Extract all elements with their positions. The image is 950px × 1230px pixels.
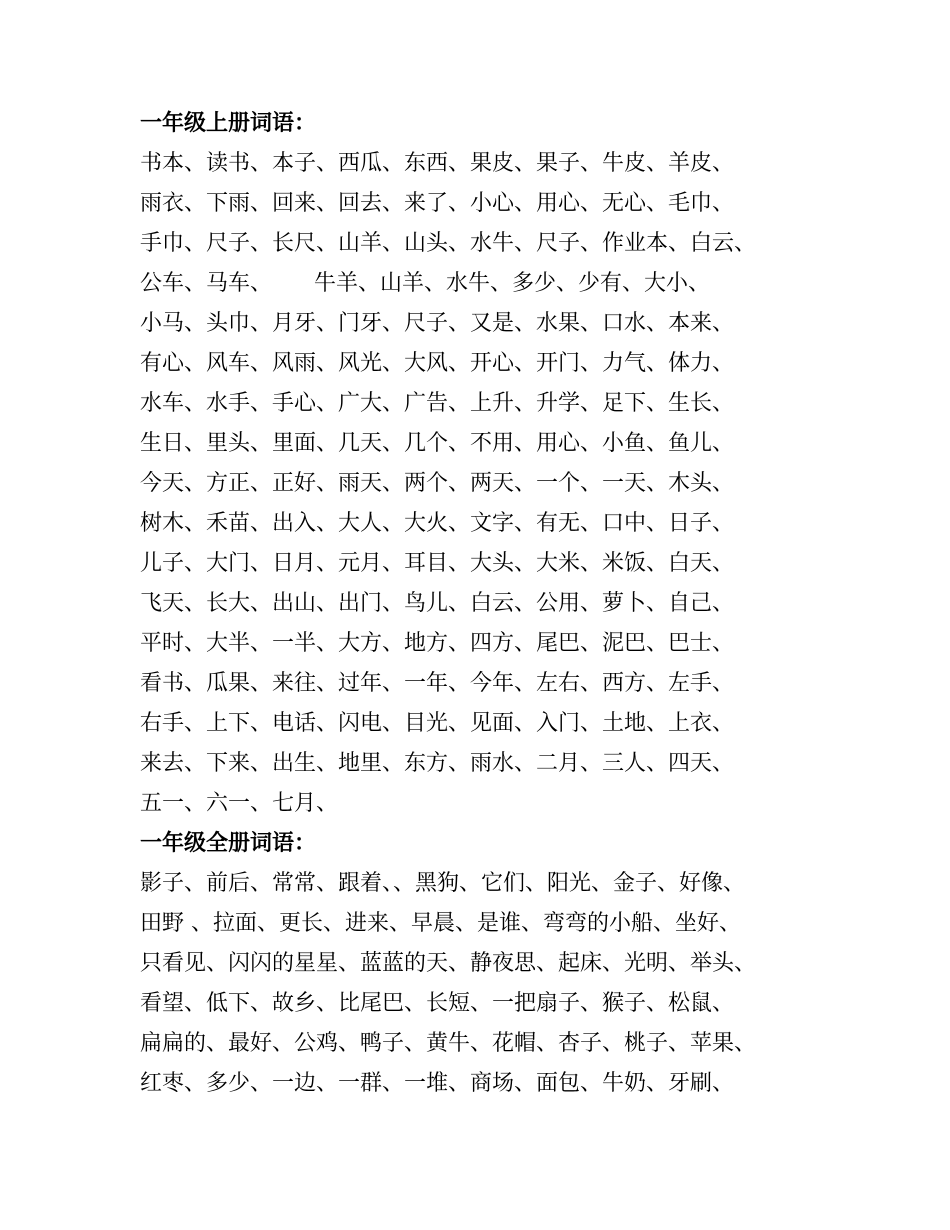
word-line: 五一、六一、七月、 — [140, 791, 339, 816]
word-line: 看望、低下、故乡、比尾巴、长短、一把扇子、猴子、松鼠、 — [140, 991, 735, 1016]
word-line: 有心、风车、风雨、风光、大风、开心、开门、力气、体力、 — [140, 351, 735, 376]
word-line: 手巾、尺子、长尺、山羊、山头、水牛、尺子、作业本、白云、 — [140, 231, 757, 256]
word-line: 看书、瓜果、来往、过年、一年、今年、左右、西方、左手、 — [140, 671, 735, 696]
word-line: 红枣、多少、一边、一群、一堆、商场、面包、牛奶、牙刷、 — [140, 1071, 735, 1096]
section-heading-grade1-full-volume: 一年级全册词语： — [140, 831, 317, 856]
word-list-content — [140, 104, 840, 1104]
word-line: 飞天、长大、出山、出门、鸟儿、白云、公用、萝卜、自己、 — [140, 591, 735, 616]
word-line: 儿子、大门、日月、元月、耳目、大头、大米、米饭、白天、 — [140, 551, 735, 576]
word-line: 公车、马车、 牛羊、山羊、水牛、多少、少有、大小、 — [140, 271, 710, 296]
word-line: 右手、上下、电话、闪电、目光、见面、入门、土地、上衣、 — [140, 711, 735, 736]
word-line: 今天、方正、正好、雨天、两个、两天、一个、一天、木头、 — [140, 471, 735, 496]
word-line: 来去、下来、出生、地里、东方、雨水、二月、三人、四天、 — [140, 751, 735, 776]
word-line: 书本、读书、本子、西瓜、东西、果皮、果子、牛皮、羊皮、 — [140, 151, 735, 176]
word-line: 小马、头巾、月牙、门牙、尺子、又是、水果、口水、本来、 — [140, 311, 735, 336]
word-line: 扁扁的、最好、公鸡、鸭子、黄牛、花帽、杏子、桃子、苹果、 — [140, 1031, 757, 1056]
word-line: 水车、水手、手心、广大、广告、上升、升学、足下、生长、 — [140, 391, 735, 416]
word-line: 雨衣、下雨、回来、回去、来了、小心、用心、无心、毛巾、 — [140, 191, 735, 216]
word-line: 影子、前后、常常、跟着、、黑狗、它们、阳光、金子、好像、 — [140, 871, 746, 896]
word-line: 田野 、拉面、更长、进来、早晨、是谁、弯弯的小船、坐好、 — [140, 911, 741, 936]
word-line: 树木、禾苗、出入、大人、大火、文字、有无、口中、日子、 — [140, 511, 735, 536]
word-line: 平时、大半、一半、大方、地方、四方、尾巴、泥巴、巴士、 — [140, 631, 735, 656]
word-line: 只看见、闪闪的星星、蓝蓝的天、静夜思、起床、光明、举头、 — [140, 951, 757, 976]
word-line: 生日、里头、里面、几天、几个、不用、用心、小鱼、鱼儿、 — [140, 431, 735, 456]
section-heading-grade1-first-volume: 一年级上册词语： — [140, 111, 317, 136]
